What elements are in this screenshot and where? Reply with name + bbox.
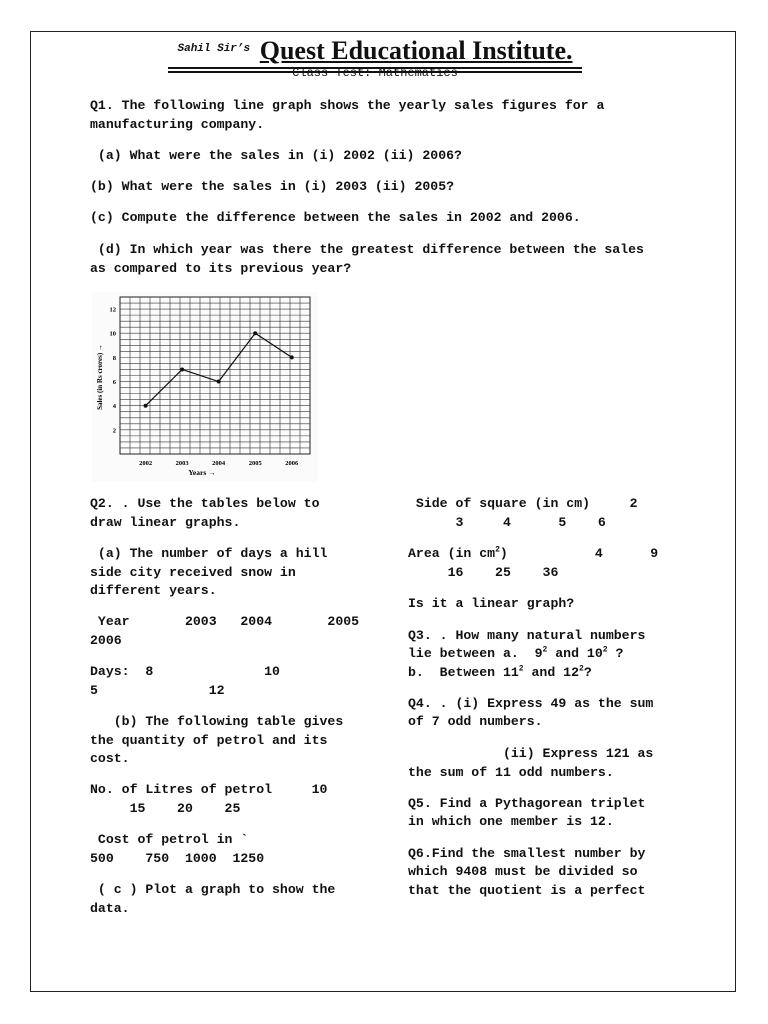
q2b-litres-row-wrap: 15 20 25: [90, 801, 241, 816]
y-tick-label: 12: [109, 306, 116, 314]
y-tick-label: 8: [112, 354, 116, 362]
x-tick-label: 2006: [285, 460, 299, 467]
q1-part-d-line1: (d) In which year was there the greatest difference between the sales: [90, 242, 644, 257]
q2b-litres-row: No. of Litres of petrol 10: [90, 782, 328, 797]
data-point: [217, 380, 221, 384]
q4-line4: the sum of 11 odd numbers.: [408, 765, 614, 780]
test-subtitle: Class Test: Mathematics: [292, 66, 458, 80]
header: [168, 36, 582, 66]
q6-line2: which 9408 must be divided so: [408, 864, 638, 879]
q2-line2: draw linear graphs.: [90, 515, 241, 530]
q2a-line3: different years.: [90, 583, 217, 598]
x-axis-label: Years →: [188, 468, 216, 477]
data-point: [290, 355, 294, 359]
q6-line1: Q6.Find the smallest number by: [408, 846, 646, 861]
q4-line2: of 7 odd numbers.: [408, 714, 543, 729]
y-axis-label: Sales (in Rs crores) →: [96, 344, 104, 410]
q6-line3: that the quotient is a perfect: [408, 883, 646, 898]
q2a-days-row: Days: 8 10: [90, 664, 280, 679]
y-tick-label: 10: [109, 330, 116, 338]
q2b-line1: (b) The following table gives: [90, 714, 344, 729]
q5-line2: in which one member is 12.: [408, 814, 614, 829]
q2b-line3: cost.: [90, 751, 130, 766]
q1-part-a: (a) What were the sales in (i) 2002 (ii) 2006?: [90, 148, 462, 163]
square-area-row-wrap: 16 25 36: [408, 565, 559, 580]
q3-line1: Q3. . How many natural numbers: [408, 628, 646, 643]
data-point: [180, 367, 184, 371]
q2b-cost-row-wrap: 500 750 1000 1250: [90, 851, 265, 866]
institute-title: Quest Educational Institute.: [259, 36, 573, 65]
x-tick-label: 2003: [175, 460, 189, 467]
x-tick-label: 2004: [212, 460, 226, 467]
q3-line2: lie between a. $9^2$ and $10^2$ ?: [408, 645, 624, 661]
data-point: [144, 404, 148, 408]
q2b-cost-row: Cost of petrol in `: [90, 832, 249, 847]
q2-line1: Q2. . Use the tables below to: [90, 496, 320, 511]
square-side-row-wrap: 3 4 5 6: [408, 515, 606, 530]
q2a-days-row-wrap: 5 12: [90, 683, 225, 698]
y-tick-label: 6: [112, 379, 116, 387]
linear-question: Is it a linear graph?: [408, 596, 575, 611]
q2c-line2: data.: [90, 901, 130, 916]
x-tick-label: 2005: [248, 460, 262, 467]
square-area-row: Area (in $cm^2$) 4 9: [408, 545, 659, 561]
q4-line3: (ii) Express 121 as: [408, 746, 654, 761]
y-tick-label: 2: [112, 427, 116, 435]
sahil-label: Sahil Sir’s: [177, 43, 251, 55]
q1-part-b: (b) What were the sales in (i) 2003 (ii) 2005?: [90, 179, 455, 194]
q1-part-c: (c) Compute the difference between the sales in 2002 and 2006.: [90, 210, 581, 225]
q2a-year-row: Year 2003 2004 2005: [90, 614, 360, 629]
q5-line1: Q5. Find a Pythagorean triplet: [408, 796, 646, 811]
q1-intro-line2: manufacturing company.: [90, 117, 265, 132]
q1-part-d-line2: as compared to its previous year?: [90, 261, 352, 276]
x-tick-label: 2002: [139, 460, 153, 467]
square-side-row: Side of square (in cm) 2: [408, 496, 638, 511]
y-tick-label: 4: [112, 403, 116, 411]
q2a-line2: side city received snow in: [90, 565, 296, 580]
sales-line-chart: [92, 292, 318, 482]
q1-intro-line1: Q1. The following line graph shows the yearly sales figures for a: [90, 98, 605, 113]
q3-line3: b. Between $11^2$ and $12^2$?: [408, 664, 592, 680]
data-point: [253, 331, 257, 335]
q2c-line1: ( c ) Plot a graph to show the: [90, 882, 336, 897]
q2b-line2: the quantity of petrol and its: [90, 733, 328, 748]
q2a-year-row-wrap: 2006: [90, 633, 122, 648]
q4-line1: Q4. . (i) Express 49 as the sum: [408, 696, 654, 711]
q2a-line1: (a) The number of days a hill: [90, 546, 328, 561]
